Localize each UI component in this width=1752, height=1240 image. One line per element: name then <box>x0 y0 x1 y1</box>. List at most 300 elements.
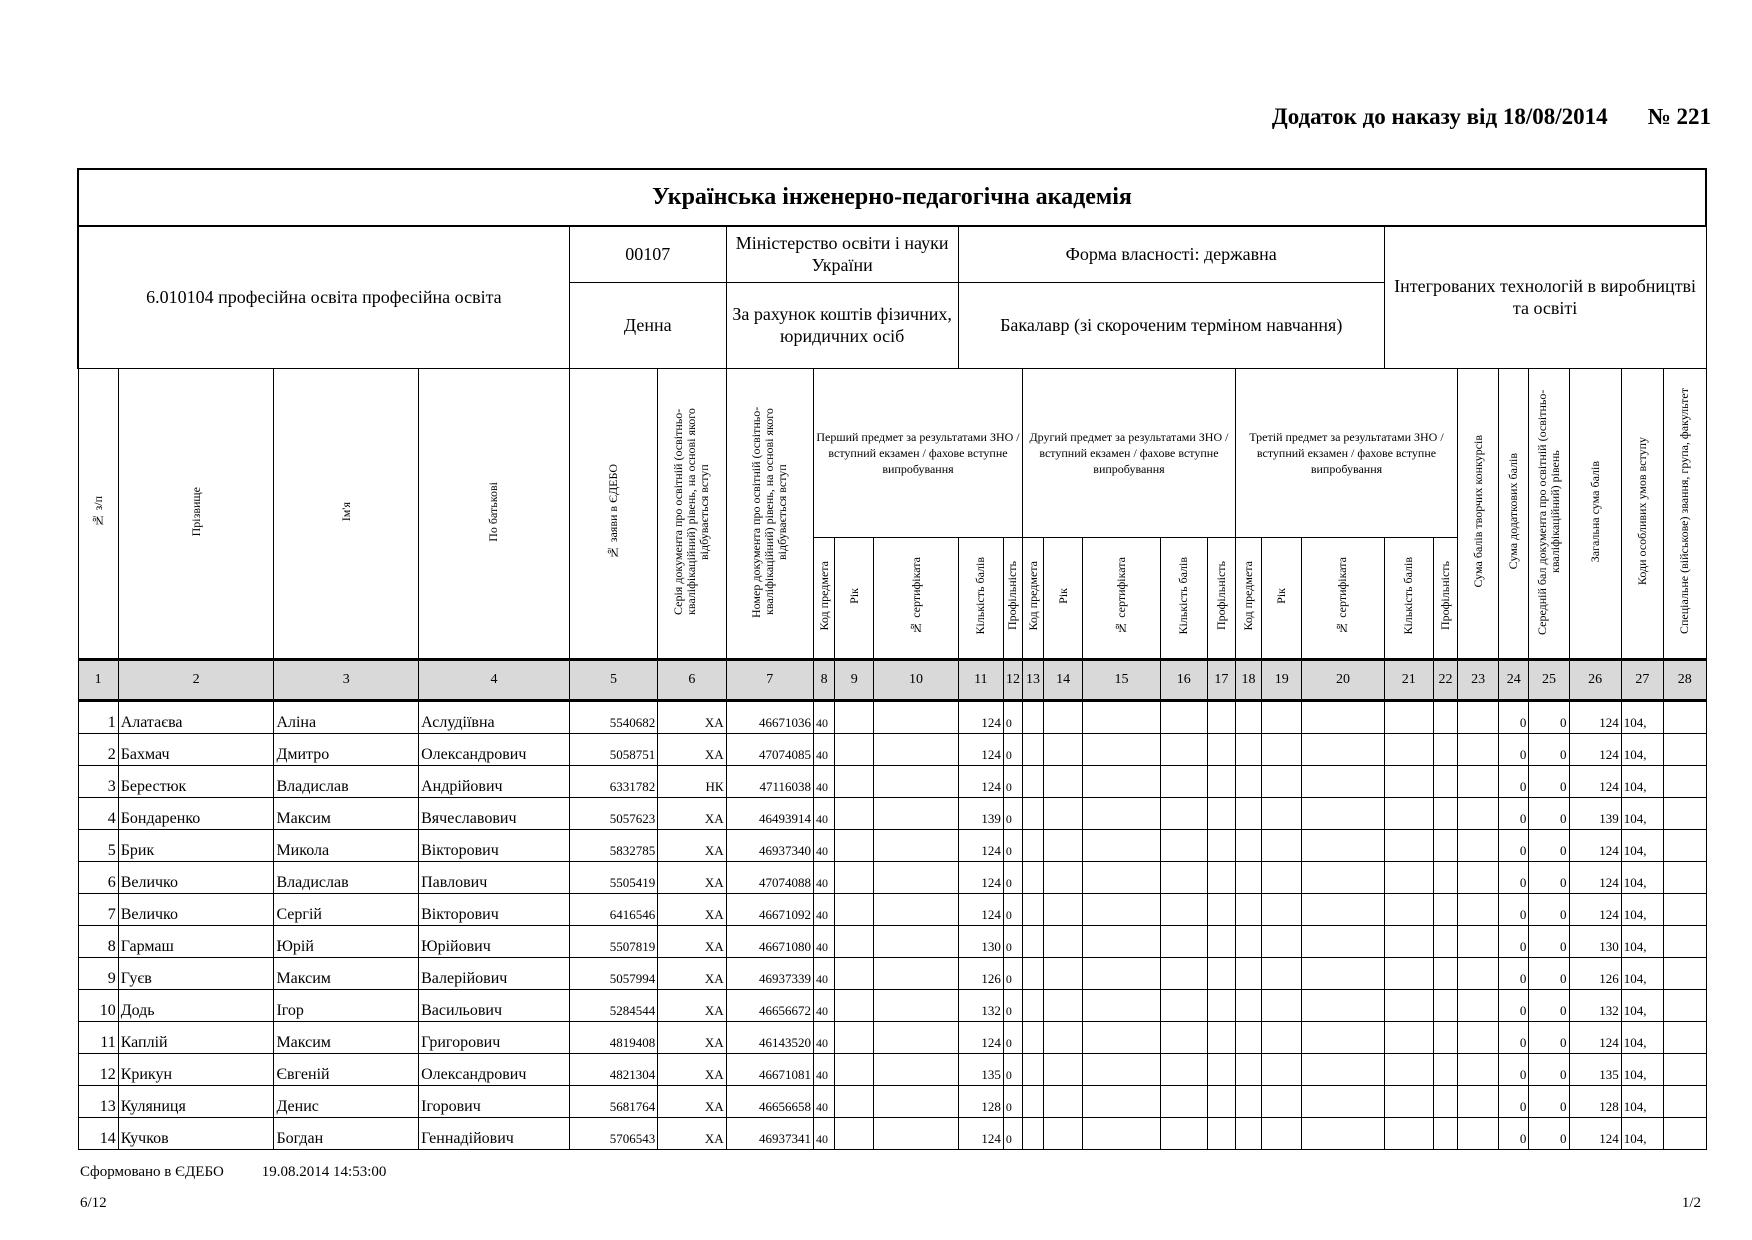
military-cell <box>1663 989 1706 1021</box>
subject1-points-cell: 128 <box>958 1085 1003 1117</box>
row-number: 6 <box>78 861 118 893</box>
col-s3-year: Рік <box>1274 588 1289 604</box>
subject3-year-cell <box>1262 765 1302 797</box>
table-row <box>78 1085 1706 1117</box>
subject1-profile-cell: 0 <box>1003 797 1022 829</box>
subject3-profile-cell <box>1433 797 1457 829</box>
subject1-cert-cell <box>874 700 958 733</box>
subject2-profile-cell <box>1207 797 1235 829</box>
extra-sum-cell: 0 <box>1499 1117 1529 1149</box>
application-cell: 4819408 <box>569 1021 657 1053</box>
subject1-year-cell <box>835 797 874 829</box>
subject3-points-cell <box>1384 829 1433 861</box>
subject2-points-cell <box>1160 733 1207 765</box>
doc-number-cell: 46937339 <box>726 957 813 989</box>
column-number: 16 <box>1160 659 1207 700</box>
subject3-cert-cell <box>1302 1021 1384 1053</box>
subject1-year-cell <box>835 925 874 957</box>
order-number: № 221 <box>1647 104 1711 129</box>
funding-cell: За рахунок коштів фізичних, юридичних осіб <box>726 282 958 368</box>
subject3-year-cell <box>1262 925 1302 957</box>
creative-sum-cell <box>1458 1117 1499 1149</box>
doc-series-cell: ХА <box>658 1053 726 1085</box>
subject3-profile-cell <box>1433 700 1457 733</box>
military-cell <box>1663 861 1706 893</box>
column-number: 21 <box>1384 659 1433 700</box>
column-number: 1 <box>78 659 118 700</box>
row-number: 13 <box>78 1085 118 1117</box>
column-number: 15 <box>1083 659 1160 700</box>
footer-generated <box>80 1164 386 1181</box>
column-number: 22 <box>1433 659 1457 700</box>
subject1-profile-cell: 0 <box>1003 861 1022 893</box>
total-sum-cell: 124 <box>1569 893 1621 925</box>
column-number: 17 <box>1207 659 1235 700</box>
application-cell: 5681764 <box>569 1085 657 1117</box>
surname-cell: Брик <box>118 829 274 861</box>
subject3-cert-cell <box>1302 1053 1384 1085</box>
patronymic-cell: Григорович <box>419 1021 570 1053</box>
subject3-year-cell <box>1262 797 1302 829</box>
subject3-profile-cell <box>1433 829 1457 861</box>
subject3-points-cell <box>1384 1021 1433 1053</box>
application-cell: 5505419 <box>569 861 657 893</box>
subject1-profile-cell: 0 <box>1003 733 1022 765</box>
name-cell: Аліна <box>274 700 419 733</box>
row-number: 14 <box>78 1117 118 1149</box>
subject3-year-cell <box>1262 861 1302 893</box>
doc-series-cell: ХА <box>658 829 726 861</box>
extra-sum-cell: 0 <box>1499 861 1529 893</box>
col-extra-sum: Сума додаткових балів <box>1506 453 1521 570</box>
column-number: 26 <box>1569 659 1621 700</box>
subject1-year-cell <box>835 829 874 861</box>
patronymic-cell: Андрійович <box>419 765 570 797</box>
military-cell <box>1663 765 1706 797</box>
special-codes-cell: 104, <box>1621 925 1663 957</box>
subject3-year-cell <box>1262 1085 1302 1117</box>
subject2-cert-cell <box>1083 1085 1160 1117</box>
subject3-profile-cell <box>1433 733 1457 765</box>
extra-sum-cell: 0 <box>1499 1021 1529 1053</box>
application-cell: 5540682 <box>569 700 657 733</box>
patronymic-cell: Олександрович <box>419 733 570 765</box>
subject2-profile-cell <box>1207 1053 1235 1085</box>
subject3-profile-cell <box>1433 765 1457 797</box>
subject3-profile-cell <box>1433 861 1457 893</box>
subject3-year-cell <box>1262 989 1302 1021</box>
col-doc-series: Серія документа про освітній (освітньо-кваліфікаційний) рівень, на основі якого відбувається вступ <box>671 408 712 615</box>
doc-number-cell: 46937340 <box>726 829 813 861</box>
creative-sum-cell <box>1458 861 1499 893</box>
col-avg-score: Середній бал документа про освітній (освітньо-кваліфікаційний) рівень <box>1534 388 1562 635</box>
subject3-points-cell <box>1384 1053 1433 1085</box>
row-number: 10 <box>78 989 118 1021</box>
subject2-profile-cell <box>1207 893 1235 925</box>
column-number: 11 <box>958 659 1003 700</box>
subject1-points-cell: 126 <box>958 957 1003 989</box>
col-doc-number: Номер документа про освітній (освітньо-кваліфікаційний) рівень, на основі якого відбувається вступ <box>749 405 790 618</box>
subject3-points-cell <box>1384 861 1433 893</box>
col-application: № заяви в ЄДЕБО <box>606 463 621 560</box>
subject1-year-cell <box>835 1053 874 1085</box>
row-number: 7 <box>78 893 118 925</box>
row-number: 2 <box>78 733 118 765</box>
row-number: 11 <box>78 1021 118 1053</box>
subject2-cert-cell <box>1083 700 1160 733</box>
doc-number-cell: 46671092 <box>726 893 813 925</box>
subject2-cert-cell <box>1083 797 1160 829</box>
subject1-cert-cell <box>874 989 958 1021</box>
name-cell: Максим <box>274 957 419 989</box>
subject3-points-cell <box>1384 700 1433 733</box>
creative-sum-cell <box>1458 733 1499 765</box>
subject2-cert-cell <box>1083 925 1160 957</box>
row-number: 3 <box>78 765 118 797</box>
total-sum-cell: 124 <box>1569 733 1621 765</box>
table-row <box>78 1021 1706 1053</box>
subject3-code-cell <box>1235 1053 1261 1085</box>
doc-number-cell: 46671081 <box>726 1053 813 1085</box>
subject3-code-cell <box>1235 733 1261 765</box>
col-creative-sum: Сума балів творчих конкурсів <box>1470 435 1485 588</box>
subject3-cert-cell <box>1302 700 1384 733</box>
subject1-profile-cell: 0 <box>1003 1021 1022 1053</box>
subject1-profile-cell: 0 <box>1003 1085 1022 1117</box>
subject2-year-cell <box>1044 861 1083 893</box>
extra-sum-cell: 0 <box>1499 829 1529 861</box>
subject1-year-cell <box>835 1085 874 1117</box>
subject1-code-cell: 40 <box>814 797 835 829</box>
patronymic-cell: Геннадійович <box>419 1117 570 1149</box>
subject3-profile-cell <box>1433 925 1457 957</box>
generated-label: Сформовано в ЄДЕБО <box>80 1164 224 1180</box>
subject1-profile-cell: 0 <box>1003 957 1022 989</box>
subject1-year-cell <box>835 989 874 1021</box>
subject1-points-cell: 124 <box>958 1117 1003 1149</box>
subject2-profile-cell <box>1207 1117 1235 1149</box>
avg-score-cell: 0 <box>1529 957 1569 989</box>
creative-sum-cell <box>1458 765 1499 797</box>
extra-sum-cell: 0 <box>1499 765 1529 797</box>
column-number: 10 <box>874 659 958 700</box>
total-sum-cell: 139 <box>1569 797 1621 829</box>
subject1-year-cell <box>835 765 874 797</box>
subject2-code-cell <box>1022 893 1043 925</box>
subject2-year-cell <box>1044 829 1083 861</box>
subject1-points-cell: 132 <box>958 989 1003 1021</box>
special-codes-cell: 104, <box>1621 957 1663 989</box>
military-cell <box>1663 829 1706 861</box>
study-form-cell: Денна <box>569 282 726 368</box>
subject3-cert-cell <box>1302 797 1384 829</box>
subject1-code-cell: 40 <box>814 1117 835 1149</box>
subject2-year-cell <box>1044 925 1083 957</box>
subject2-year-cell <box>1044 700 1083 733</box>
doc-series-cell: ХА <box>658 861 726 893</box>
col-s3-profile: Профільність <box>1437 561 1452 631</box>
subject2-profile-cell <box>1207 861 1235 893</box>
column-number: 14 <box>1044 659 1083 700</box>
col-military: Спеціальне (військове) звання, група, факультет <box>1677 388 1692 635</box>
application-cell: 6331782 <box>569 765 657 797</box>
avg-score-cell: 0 <box>1529 733 1569 765</box>
special-codes-cell: 104, <box>1621 1085 1663 1117</box>
institution-title: Українська інженерно-педагогічна академія <box>78 169 1706 226</box>
subject2-profile-cell <box>1207 957 1235 989</box>
doc-number-cell: 46143520 <box>726 1021 813 1053</box>
subject2-points-cell <box>1160 700 1207 733</box>
column-number: 2 <box>118 659 274 700</box>
subject2-code-cell <box>1022 733 1043 765</box>
subject2-points-cell <box>1160 829 1207 861</box>
subject1-cert-cell <box>874 893 958 925</box>
table-row <box>78 989 1706 1021</box>
subject3-year-cell <box>1262 1021 1302 1053</box>
subject2-points-cell <box>1160 765 1207 797</box>
military-cell <box>1663 1021 1706 1053</box>
subject1-year-cell <box>835 957 874 989</box>
subject3-year-cell <box>1262 733 1302 765</box>
subject2-points-cell <box>1160 893 1207 925</box>
table-row <box>78 925 1706 957</box>
doc-series-cell: ХА <box>658 1117 726 1149</box>
row-number: 12 <box>78 1053 118 1085</box>
subject1-points-cell: 124 <box>958 700 1003 733</box>
creative-sum-cell <box>1458 893 1499 925</box>
column-number: 24 <box>1499 659 1529 700</box>
subject2-profile-cell <box>1207 1021 1235 1053</box>
avg-score-cell: 0 <box>1529 893 1569 925</box>
total-sum-cell: 135 <box>1569 1053 1621 1085</box>
military-cell <box>1663 1085 1706 1117</box>
surname-cell: Каплій <box>118 1021 274 1053</box>
subject1-year-cell <box>835 861 874 893</box>
subject2-year-cell <box>1044 957 1083 989</box>
doc-series-cell: ХА <box>658 1085 726 1117</box>
surname-cell: Кучков <box>118 1117 274 1149</box>
avg-score-cell: 0 <box>1529 797 1569 829</box>
name-cell: Владислав <box>274 861 419 893</box>
name-cell: Богдан <box>274 1117 419 1149</box>
doc-series-cell: ХА <box>658 797 726 829</box>
doc-series-cell: ХА <box>658 733 726 765</box>
creative-sum-cell <box>1458 700 1499 733</box>
order-title: Додаток до наказу від 18/08/2014 <box>1271 104 1608 129</box>
subject1-code-cell: 40 <box>814 829 835 861</box>
subject3-points-cell <box>1384 797 1433 829</box>
special-codes-cell: 104, <box>1621 989 1663 1021</box>
subject3-points-cell <box>1384 1117 1433 1149</box>
subject2-year-cell <box>1044 797 1083 829</box>
column-number: 4 <box>419 659 570 700</box>
special-codes-cell: 104, <box>1621 1117 1663 1149</box>
column-number: 6 <box>658 659 726 700</box>
column-numbers-row <box>78 659 1706 700</box>
subject2-cert-cell <box>1083 893 1160 925</box>
col-s3-points: Кількість балів <box>1401 557 1416 635</box>
students-body <box>78 700 1706 1149</box>
total-sum-cell: 124 <box>1569 861 1621 893</box>
subject3-code-cell <box>1235 1085 1261 1117</box>
col-no: № з/п <box>90 495 105 528</box>
patronymic-cell: Валерійович <box>419 957 570 989</box>
column-number: 12 <box>1003 659 1022 700</box>
name-cell: Ігор <box>274 989 419 1021</box>
subject1-code-cell: 40 <box>814 957 835 989</box>
total-sum-cell: 124 <box>1569 1021 1621 1053</box>
subject1-points-cell: 124 <box>958 893 1003 925</box>
subject2-profile-cell <box>1207 989 1235 1021</box>
col-s1-year: Рік <box>846 588 861 604</box>
application-cell: 5057994 <box>569 957 657 989</box>
patronymic-cell: Вячеславович <box>419 797 570 829</box>
military-cell <box>1663 797 1706 829</box>
subject2-profile-cell <box>1207 925 1235 957</box>
total-sum-cell: 132 <box>1569 989 1621 1021</box>
creative-sum-cell <box>1458 957 1499 989</box>
subject1-year-cell <box>835 700 874 733</box>
column-number: 25 <box>1529 659 1569 700</box>
subject2-code-cell <box>1022 1085 1043 1117</box>
special-codes-cell: 104, <box>1621 765 1663 797</box>
col-s1-points: Кількість балів <box>973 557 988 635</box>
subject3-year-cell <box>1262 1117 1302 1149</box>
subject1-points-cell: 135 <box>958 1053 1003 1085</box>
application-cell: 5832785 <box>569 829 657 861</box>
doc-series-cell: НК <box>658 765 726 797</box>
doc-number-cell: 47116038 <box>726 765 813 797</box>
table-row <box>78 733 1706 765</box>
avg-score-cell: 0 <box>1529 765 1569 797</box>
table-row <box>78 829 1706 861</box>
name-cell: Максим <box>274 797 419 829</box>
page-header <box>1272 104 1711 130</box>
subject3-year-cell <box>1262 700 1302 733</box>
subject3-cert-cell <box>1302 765 1384 797</box>
name-cell: Дмитро <box>274 733 419 765</box>
doc-series-cell: ХА <box>658 1021 726 1053</box>
creative-sum-cell <box>1458 1053 1499 1085</box>
subject3-year-cell <box>1262 1053 1302 1085</box>
subject3-cert-cell <box>1302 925 1384 957</box>
subject2-points-cell <box>1160 861 1207 893</box>
avg-score-cell: 0 <box>1529 700 1569 733</box>
creative-sum-cell <box>1458 1085 1499 1117</box>
subject1-code-cell: 40 <box>814 893 835 925</box>
subject1-cert-cell <box>874 1117 958 1149</box>
table-row <box>78 957 1706 989</box>
table-row <box>78 861 1706 893</box>
subject3-profile-cell <box>1433 1085 1457 1117</box>
subject3-profile-cell <box>1433 989 1457 1021</box>
application-cell: 6416546 <box>569 893 657 925</box>
creative-sum-cell <box>1458 925 1499 957</box>
name-cell: Денис <box>274 1085 419 1117</box>
column-number: 19 <box>1262 659 1302 700</box>
subject3-code-cell <box>1235 700 1261 733</box>
subject1-points-cell: 124 <box>958 765 1003 797</box>
col-s3-code: Код предмета <box>1241 561 1256 631</box>
subject1-profile-cell: 0 <box>1003 989 1022 1021</box>
table-row <box>78 1053 1706 1085</box>
patronymic-cell: Юрійович <box>419 925 570 957</box>
subject2-points-cell <box>1160 1021 1207 1053</box>
subject3-cert-cell <box>1302 957 1384 989</box>
name-cell: Владислав <box>274 765 419 797</box>
doc-number-cell: 46656672 <box>726 989 813 1021</box>
subject3-profile-cell <box>1433 1021 1457 1053</box>
subject1-profile-cell: 0 <box>1003 1117 1022 1149</box>
subject3-points-cell <box>1384 989 1433 1021</box>
avg-score-cell: 0 <box>1529 1021 1569 1053</box>
subject1-points-cell: 124 <box>958 1021 1003 1053</box>
subject2-profile-cell <box>1207 829 1235 861</box>
subject2-code-cell <box>1022 1117 1043 1149</box>
doc-number-cell: 46671080 <box>726 925 813 957</box>
subject1-profile-cell: 0 <box>1003 1053 1022 1085</box>
surname-cell: Куляниця <box>118 1085 274 1117</box>
subject3-points-cell <box>1384 765 1433 797</box>
subject1-cert-cell <box>874 1021 958 1053</box>
subject1-year-cell <box>835 733 874 765</box>
doc-number-cell: 46937341 <box>726 1117 813 1149</box>
subject1-code-cell: 40 <box>814 989 835 1021</box>
subject3-points-cell <box>1384 1085 1433 1117</box>
subject2-year-cell <box>1044 1085 1083 1117</box>
extra-sum-cell: 0 <box>1499 733 1529 765</box>
special-codes-cell: 104, <box>1621 1021 1663 1053</box>
application-cell: 5057623 <box>569 797 657 829</box>
subject2-points-cell <box>1160 797 1207 829</box>
subject1-points-cell: 130 <box>958 925 1003 957</box>
name-cell: Микола <box>274 829 419 861</box>
subject3-cert-cell <box>1302 1085 1384 1117</box>
doc-series-cell: ХА <box>658 925 726 957</box>
subject3-code-cell <box>1235 989 1261 1021</box>
subject3-code-cell <box>1235 1117 1261 1149</box>
subject2-year-cell <box>1044 765 1083 797</box>
col-special-codes: Коди особливих умов вступу <box>1634 437 1649 586</box>
subject2-code-cell <box>1022 829 1043 861</box>
col-subject3: Третій предмет за результатами ЗНО / вступний екзамен / фахове вступне випробування <box>1235 368 1457 537</box>
patronymic-cell: Ігорович <box>419 1085 570 1117</box>
application-cell: 5706543 <box>569 1117 657 1149</box>
col-total-sum: Загальна сума балів <box>1587 460 1602 563</box>
subject3-year-cell <box>1262 829 1302 861</box>
name-cell: Євгеній <box>274 1053 419 1085</box>
column-number: 3 <box>274 659 419 700</box>
subject1-code-cell: 40 <box>814 733 835 765</box>
application-cell: 5284544 <box>569 989 657 1021</box>
extra-sum-cell: 0 <box>1499 700 1529 733</box>
code-cell: 00107 <box>569 226 726 282</box>
subject3-code-cell <box>1235 957 1261 989</box>
military-cell <box>1663 1117 1706 1149</box>
subject1-code-cell: 40 <box>814 765 835 797</box>
subject2-points-cell <box>1160 925 1207 957</box>
subject3-cert-cell <box>1302 829 1384 861</box>
surname-cell: Бондаренко <box>118 797 274 829</box>
subject1-year-cell <box>835 893 874 925</box>
military-cell <box>1663 925 1706 957</box>
row-number: 1 <box>78 700 118 733</box>
subject2-year-cell <box>1044 893 1083 925</box>
col-surname: Прізвище <box>188 486 203 537</box>
col-s2-profile: Профільність <box>1213 561 1228 631</box>
subject3-code-cell <box>1235 861 1261 893</box>
doc-number-cell: 47074085 <box>726 733 813 765</box>
